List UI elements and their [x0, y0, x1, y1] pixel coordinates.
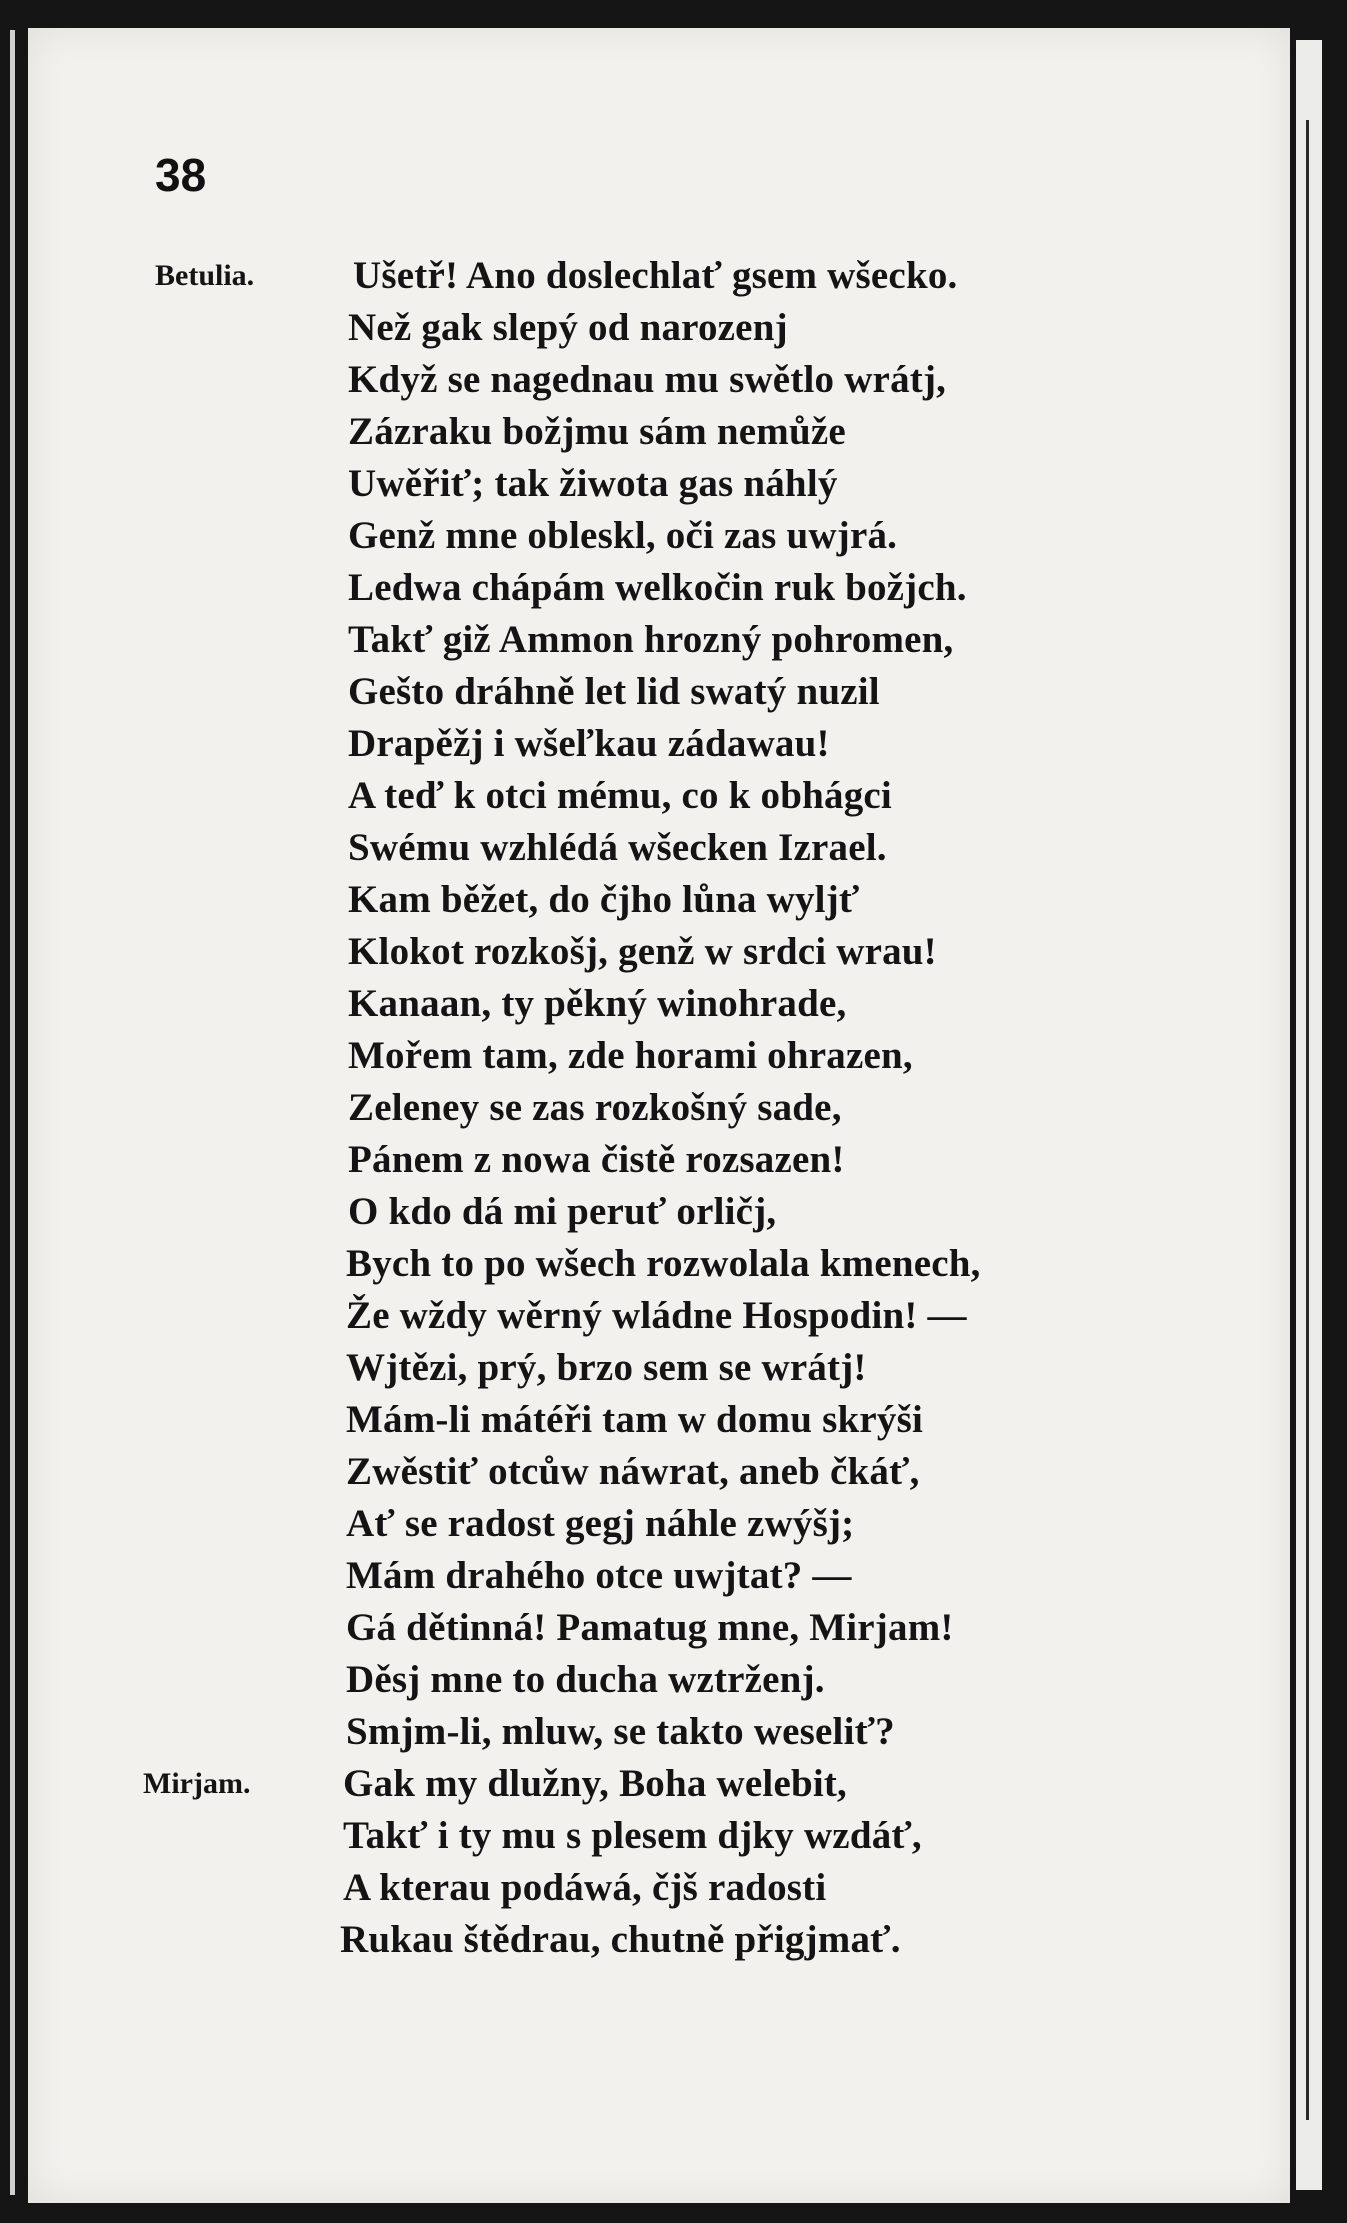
verse-line: Ledwa chápám welkočin ruk božjch.: [348, 566, 967, 609]
verse-line: Swému wzhlédá wšecken Izrael.: [348, 826, 887, 869]
verse-line: Zeleney se zas rozkošný sade,: [348, 1086, 842, 1129]
verse-line: Mám drahého otce uwjtat? —: [346, 1554, 852, 1597]
verse-line: Klokot rozkošj, genž w srdci wrau!: [348, 930, 937, 973]
verse-line: Zwěstiť otcůw náwrat, aneb čkáť,: [346, 1450, 920, 1493]
page-gutter-line: [1306, 120, 1309, 2120]
verse-line: Mám-li mátéři tam w domu skrýši: [346, 1398, 924, 1441]
page-number: 38: [155, 149, 207, 201]
verse-line: Smjm-li, mluw, se takto weseliť?: [346, 1710, 895, 1753]
book-page: [28, 28, 1290, 2203]
verse-line: Gešto dráhně let lid swatý nuzil: [348, 670, 880, 713]
verse-line: Wjtězi, prý, brzo sem se wrátj!: [346, 1346, 867, 1389]
verse-line: Rukau štědrau, chutně přigjmať.: [340, 1918, 901, 1961]
verse-line: O kdo dá mi peruť orličj,: [348, 1190, 777, 1233]
verse-line: Děsj mne to ducha wztrženj.: [346, 1658, 825, 1701]
verse-line: Genž mne obleskl, oči zas uwjrá.: [348, 514, 898, 557]
verse-line: Pánem z nowa čistě rozsazen!: [348, 1138, 845, 1181]
verse-line: A kterau podáwá, čjš radosti: [343, 1866, 827, 1909]
verse-line: Ať se radost gegj náhle zwýšj;: [346, 1502, 855, 1545]
verse-line: Takť giž Ammon hrozný pohromen,: [348, 618, 954, 661]
verse-line: Gá dětinná! Pamatug mne, Mirjam!: [346, 1606, 954, 1649]
verse-line: A teď k otci mému, co k obhágci: [348, 774, 892, 817]
verse-line: Ušetř! Ano doslechlať gsem wšecko.: [353, 254, 958, 297]
verse-line: Zázraku božjmu sám nemůže: [348, 410, 846, 453]
verse-line: Mořem tam, zde horami ohrazen,: [348, 1034, 913, 1077]
speaker-label: Mirjam.: [143, 1767, 251, 1800]
verse-line: Gak my dlužny, Boha welebit,: [343, 1762, 848, 1805]
speaker-label: Betulia.: [155, 259, 255, 292]
verse-line: Drapěžj i wšeľkau zádawau!: [348, 722, 830, 765]
verse-line: Kanaan, ty pěkný winohrade,: [348, 982, 847, 1025]
verse-line: Že wždy wěrný wládne Hospodin! —: [346, 1294, 967, 1337]
page-edge-right: [1296, 40, 1322, 2190]
verse-line: Kam běžet, do čjho lůna wyljť: [348, 878, 860, 921]
verse-line: Než gak slepý od narozenj: [348, 306, 788, 349]
verse-line: Bych to po wšech rozwolala kmenech,: [346, 1242, 981, 1285]
page-edge-left: [10, 30, 15, 2195]
verse-line: Když se nagednau mu swětlo wrátj,: [348, 358, 947, 401]
verse-line: Takť i ty mu s plesem djky wzdáť,: [343, 1814, 922, 1857]
verse-line: Uwěřiť; tak žiwota gas náhlý: [348, 462, 838, 505]
